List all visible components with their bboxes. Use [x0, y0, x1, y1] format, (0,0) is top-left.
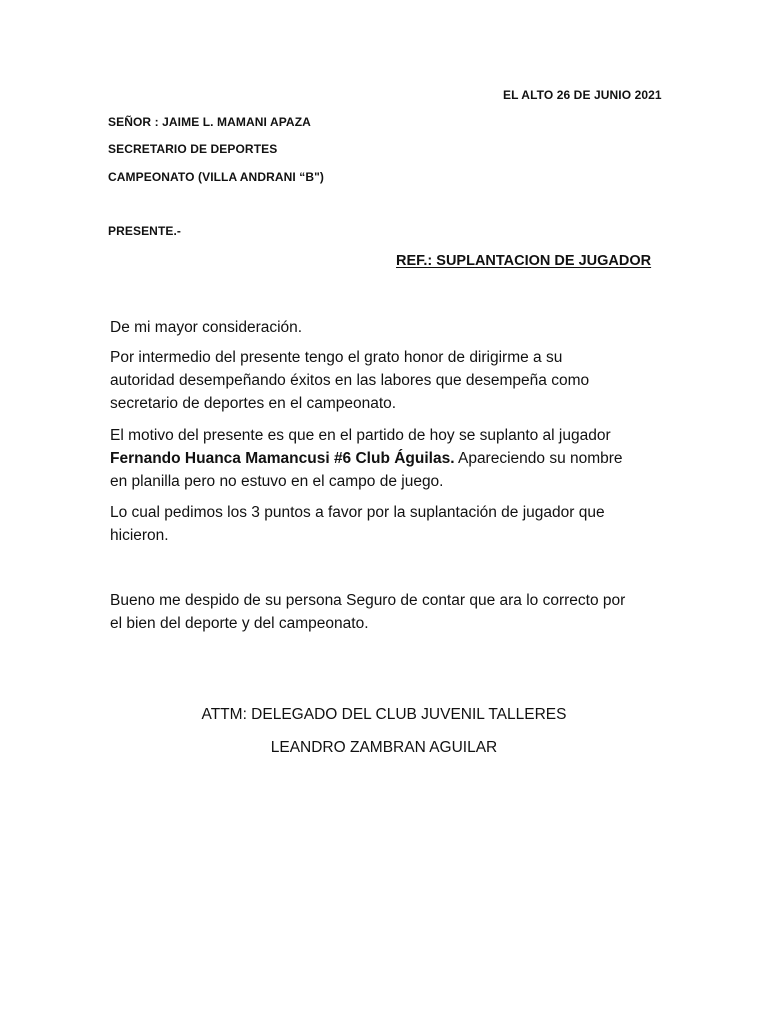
reference-text: REF.: SUPLANTACION DE JUGADOR: [396, 253, 652, 269]
paragraph-line: El motivo del presente es que en el partido de hoy se suplanto al jugador: [110, 427, 611, 444]
recipient-organization: CAMPEONATO (VILLA ANDRANI “B"): [108, 170, 325, 184]
paragraph-line: secretario de deportes en el campeonato.: [110, 395, 397, 412]
paragraph-line: [110, 447, 670, 470]
paragraph-line: hicieron.: [110, 527, 169, 544]
paragraph-request: [110, 501, 670, 547]
paragraph-closing: [110, 589, 670, 635]
paragraph-motive: [110, 424, 670, 493]
greeting: [110, 316, 670, 339]
paragraph-line: el bien del deporte y del campeonato.: [110, 615, 369, 632]
presente-line: PRESENTE.-: [108, 224, 182, 238]
paragraph-line: Bueno me despido de su persona Seguro de contar que ara lo correcto por: [110, 592, 626, 609]
reference-line: [396, 253, 651, 269]
paragraph-line: Lo cual pedimos los 3 puntos a favor por la suplantación de jugador que: [110, 504, 605, 521]
paragraph-line: autoridad desempeñando éxitos en las labores que desempeña como: [110, 372, 590, 389]
greeting-text: De mi mayor consideración.: [110, 319, 303, 336]
letter-date: EL ALTO 26 DE JUNIO 2021: [503, 88, 662, 102]
paragraph-line: Por intermedio del presente tengo el grato honor de dirigirme a su: [110, 349, 563, 366]
paragraph-intro: [110, 346, 670, 415]
recipient-role: SECRETARIO DE DEPORTES: [108, 142, 278, 156]
player-name: Fernando Huanca Mamancusi #6 Club Águilas.: [110, 450, 455, 467]
paragraph-line: en planilla pero no estuvo en el campo de juego.: [110, 473, 444, 490]
paragraph-line-rest: Apareciendo su nombre: [454, 450, 623, 467]
signature-title: ATTM: DELEGADO DEL CLUB JUVENIL TALLERES: [201, 706, 567, 723]
recipient-name: SEÑOR : JAIME L. MAMANI APAZA: [108, 115, 311, 129]
signature-name: LEANDRO ZAMBRAN AGUILAR: [270, 739, 498, 756]
